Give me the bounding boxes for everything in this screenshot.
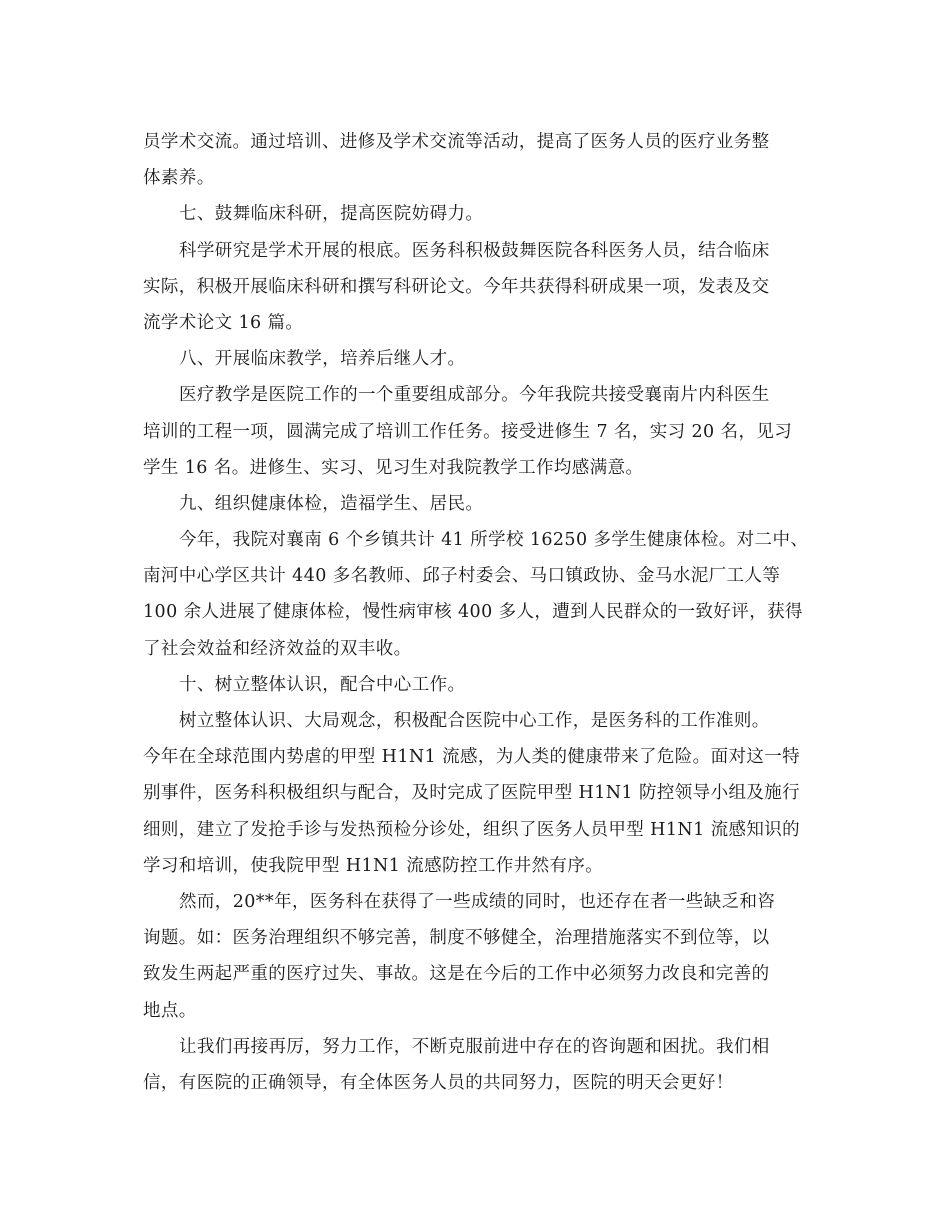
text-line: 员学术交流。通过培训、进修及学术交流等活动，提高了医务人员的医疗业务整 bbox=[143, 132, 770, 152]
text-line: 科学研究是学术开展的根底。医务科积极鼓舞医院各科医务人员，结合临床 bbox=[179, 240, 770, 261]
section-heading: 九、组织健康体检，造福学生、居民。 bbox=[179, 493, 484, 514]
text-line: 然而，20**年，医务科在获得了一些成绩的同时，也还存在者一些缺乏和咨 bbox=[179, 891, 776, 912]
text-line: 树立整体认识、大局观念，积极配合医院中心工作，是医务科的工作准则。 bbox=[179, 711, 770, 731]
text-line: 询题。如：医务治理组织不够完善，制度不够健全，治理措施落实不到位等，以 bbox=[143, 928, 770, 949]
text-line: 今年在全球范围内势虐的甲型 H1N1 流感，为人类的健康带来了危险。面对这一特 bbox=[143, 747, 801, 768]
text-line: 致发生两起严重的医疗过失、事故。这是在今后的工作中必须努力改良和完善的 bbox=[143, 964, 770, 985]
text-line: 南河中心学区共计 440 多名教师、邱子村委会、马口镇政协、金马水泥厂工人等 bbox=[143, 566, 781, 587]
text-line: 流学术论文 16 篇。 bbox=[143, 312, 304, 333]
section-heading: 十、树立整体认识，配合中心工作。 bbox=[179, 674, 466, 695]
text-line: 了社会效益和经济效益的双丰收。 bbox=[143, 638, 412, 659]
text-line: 让我们再接再厉，努力工作，不断克服前进中存在的咨询题和困扰。我们相 bbox=[179, 1036, 770, 1057]
text-line: 今年，我院对襄南 6 个乡镇共计 41 所学校 16250 多学生健康体检。对二中、 bbox=[179, 530, 809, 551]
text-line: 细则，建立了发抢手诊与发热预检分诊处，组织了医务人员甲型 H1N1 流感知识的 bbox=[143, 819, 801, 840]
text-line: 别事件，医务科积极组织与配合，及时完成了医院甲型 H1N1 防控领导小组及施行 bbox=[143, 783, 801, 804]
text-line: 体素养。 bbox=[143, 168, 215, 189]
section-heading: 八、开展临床教学，培养后继人才。 bbox=[179, 349, 466, 370]
text-line: 信，有医院的正确领导，有全体医务人员的共同努力，医院的明天会更好！ bbox=[143, 1072, 734, 1093]
text-line: 学生 16 名。进修生、实习、见习生对我院教学工作均感满意。 bbox=[143, 457, 644, 478]
text-line: 实际，积极开展临床科研和撰写科研论文。今年共获得科研成果一项，发表及交 bbox=[143, 276, 770, 297]
text-line: 地点。 bbox=[143, 1000, 197, 1021]
text-line: 医疗教学是医院工作的一个重要组成部分。今年我院共接受襄南片内科医生 bbox=[179, 385, 770, 406]
text-line: 学习和培训，使我院甲型 H1N1 流感防控工作井然有序。 bbox=[143, 855, 604, 876]
text-line: 100 余人进展了健康体检，慢性病审核 400 多人，遭到人民群众的一致好评，获得 bbox=[143, 602, 803, 623]
text-line: 培训的工程一项，圆满完成了培训工作任务。接受进修生 7 名，实习 20 名，见习 bbox=[143, 421, 793, 442]
section-heading: 七、鼓舞临床科研，提高医院妨碍力。 bbox=[179, 204, 484, 225]
document-body bbox=[143, 124, 809, 1101]
